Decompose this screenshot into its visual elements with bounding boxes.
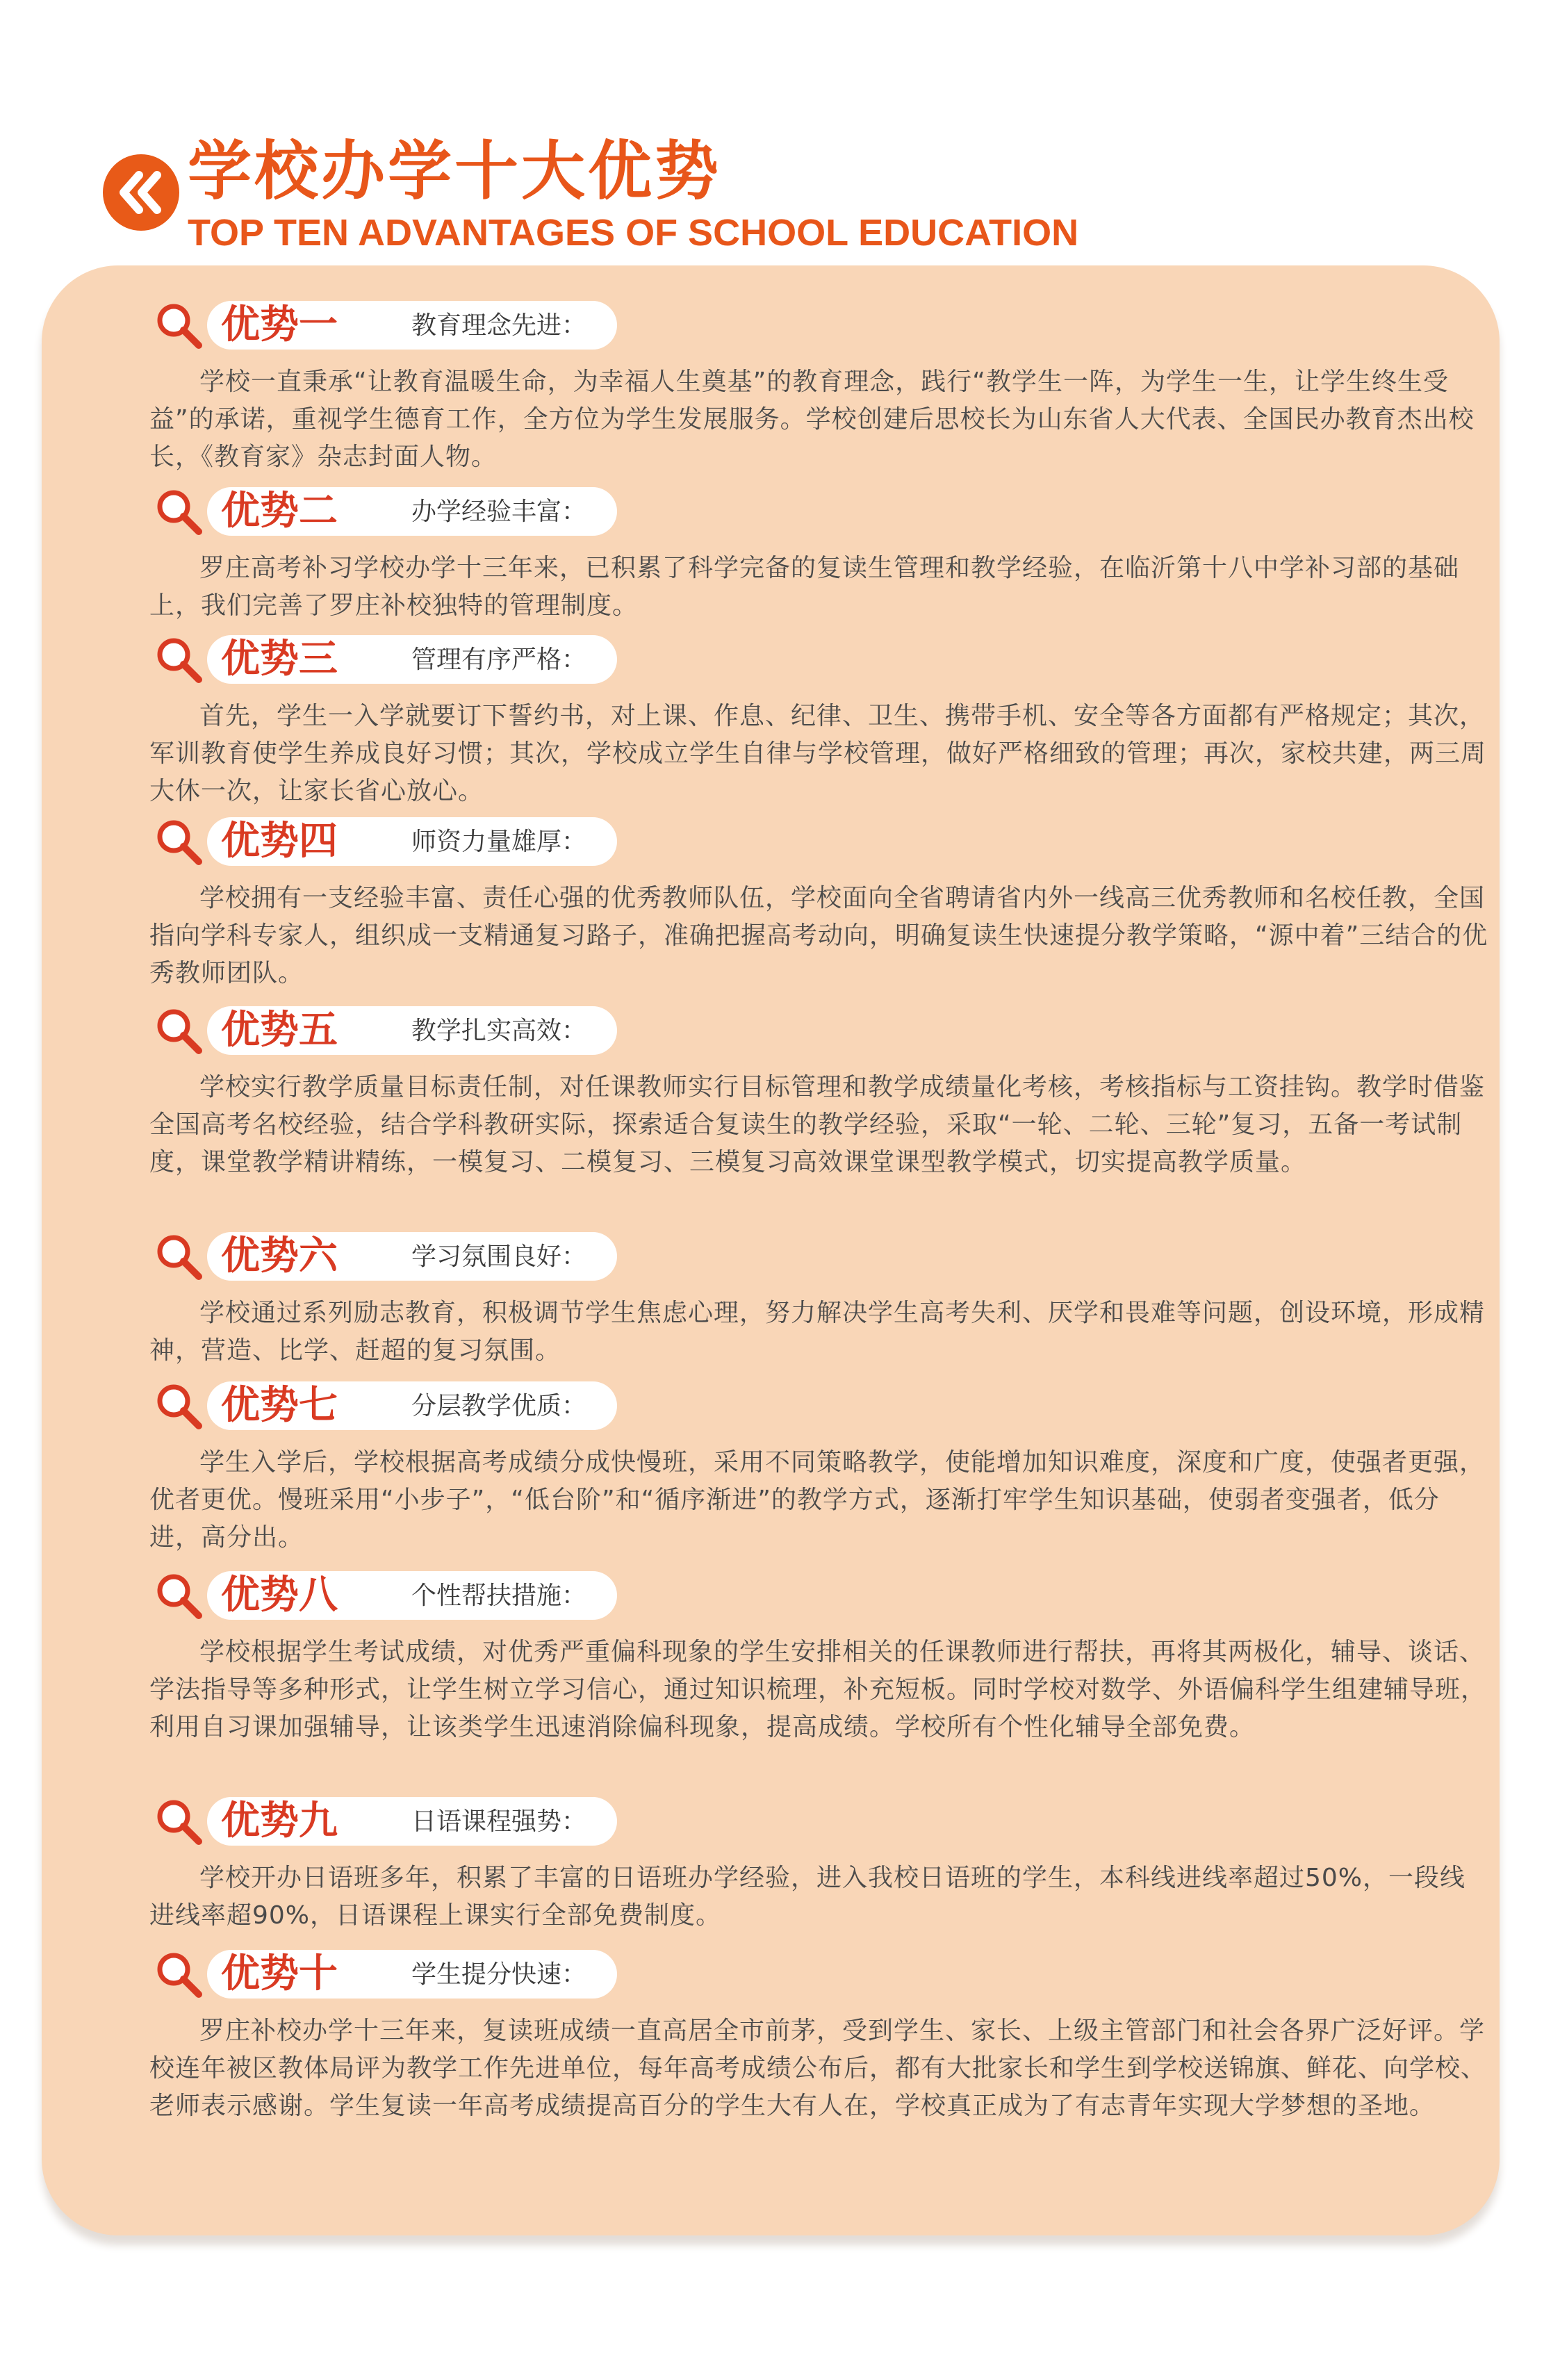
advantage-body: 罗庄补校办学十三年来，复读班成绩一直高居全市前茅，受到学生、家长、上级主管部门和社会各界广泛好评。学校连年被区教体局评为教学工作先进单位，每年高考成绩公布后，都有大批家长和学生到学校送锦旗、鲜花、向学校、老师表示感谢。学生复读一年高考成绩提高百分的学生大有人在，学校真正成为了有志青年实现大学梦想的圣地。	[149, 2017, 1487, 2120]
advantage-subtitle: 个性帮扶措施：	[411, 1582, 587, 1610]
advantage-subtitle: 分层教学优质：	[411, 1392, 587, 1420]
magnifier-icon	[153, 1005, 206, 1058]
advantage-heading	[153, 297, 1494, 355]
magnifier-icon	[153, 1796, 206, 1848]
advantage-heading	[153, 1377, 1494, 1436]
magnifier-icon	[153, 1570, 206, 1623]
advantage-body: 学校开办日语班多年，积累了丰富的日语班办学经验，进入我校日语班的学生，本科线进线率超过50%，一段线进线率超90%，日语课程上课实行全部免费制度。	[149, 1864, 1466, 1930]
magnifier-icon	[153, 1231, 206, 1283]
advantage-heading	[153, 1002, 1494, 1060]
advantage-body: 学校拥有一支经验丰富、责任心强的优秀教师队伍，学校面向全省聘请省内外一线高三优秀教师和名校任教，全国指向学科专家人，组织成一支精通复习路子，准确把握高考动向，明确复读生快速提分教学策略，“源中着”三结合的优秀教师团队。	[149, 884, 1488, 987]
advantage-item-5	[149, 1002, 1494, 1181]
advantage-body: 学生入学后，学校根据高考成绩分成快慢班，采用不同策略教学，使能增加知识难度，深度和广度，使强者更强，优者更优。慢班采用“小步子”，“低台阶”和“循序渐进”的教学方式，逐渐打牢学生知识基础，使弱者变强者，低分进，高分出。	[149, 1448, 1486, 1552]
advantage-label: 优势五	[221, 1008, 338, 1053]
advantage-subtitle: 教学扎实高效：	[411, 1017, 587, 1045]
advantage-subtitle: 办学经验丰富：	[411, 498, 587, 526]
advantage-body: 学校一直秉承“让教育温暖生命，为幸福人生奠基”的教育理念，践行“教学生一阵，为学生一生，让学生终生受益”的承诺，重视学生德育工作，全方位为学生发展服务。学校创建后思校长为山东省人大代表、全国民办教育杰出校长，《教育家》杂志封面人物。	[149, 368, 1475, 471]
advantage-body: 首先，学生一入学就要订下誓约书，对上课、作息、纪律、卫生、携带手机、安全等各方面都有严格规定；其次，军训教育使学生养成良好习惯；其次，学校成立学生自律与学校管理，做好严格细致的管理；再次，家校共建，两三周大休一次，让家长省心放心。	[149, 702, 1487, 805]
magnifier-icon	[153, 1948, 206, 2001]
page-header	[103, 126, 1354, 265]
advantage-label: 优势八	[221, 1573, 338, 1618]
advantage-label: 优势九	[221, 1798, 338, 1844]
advantage-item-7	[149, 1377, 1494, 1557]
advantage-heading	[153, 813, 1494, 871]
advantage-item-3	[149, 631, 1494, 810]
page-title: 学校办学十大优势	[188, 134, 722, 208]
advantage-label: 优势六	[221, 1233, 338, 1279]
page-subtitle-en: TOP TEN ADVANTAGES OF SCHOOL EDUCATION	[188, 212, 1079, 254]
advantage-body: 罗庄高考补习学校办学十三年来，已积累了科学完备的复读生管理和教学经验，在临沂第十八中学补习部的基础上，我们完善了罗庄补校独特的管理制度。	[149, 554, 1460, 620]
advantage-subtitle: 管理有序严格：	[411, 646, 587, 674]
advantage-item-4	[149, 813, 1494, 992]
advantage-label: 优势三	[221, 637, 338, 682]
advantage-item-10	[149, 1946, 1494, 2125]
advantages-panel	[42, 265, 1500, 2235]
advantage-heading	[153, 483, 1494, 541]
advantage-heading	[153, 1946, 1494, 2004]
magnifier-icon	[153, 299, 206, 352]
advantage-label: 优势七	[221, 1383, 338, 1428]
magnifier-icon	[153, 634, 206, 687]
advantage-body: 学校通过系列励志教育，积极调节学生焦虑心理，努力解决学生高考失利、厌学和畏难等问题，创设环境，形成精神，营造、比学、赶超的复习氛围。	[149, 1299, 1486, 1365]
advantage-heading	[153, 631, 1494, 689]
advantage-heading	[153, 1793, 1494, 1851]
advantage-subtitle: 教育理念先进：	[411, 311, 587, 340]
advantage-item-8	[149, 1567, 1494, 1746]
advantage-label: 优势一	[221, 302, 338, 347]
advantage-item-2	[149, 483, 1494, 625]
advantage-item-9	[149, 1793, 1494, 1935]
advantage-subtitle: 学习氛围良好：	[411, 1242, 587, 1271]
advantage-body: 学校根据学生考试成绩，对优秀严重偏科现象的学生安排相关的任课教师进行帮扶，再将其两极化，辅导、谈话、学法指导等多种形式，让学生树立学习信心，通过知识梳理，补充短板。同时学校对数学、外语偏科学生组建辅导班，利用自习课加强辅导，让该类学生迅速消除偏科现象，提高成绩。学校所有个性化辅导全部免费。	[149, 1638, 1487, 1741]
advantage-subtitle: 学生提分快速：	[411, 1960, 587, 1989]
double-chevron-left-icon	[103, 154, 179, 231]
magnifier-icon	[153, 486, 206, 539]
advantage-body: 学校实行教学质量目标责任制，对任课教师实行目标管理和教学成绩量化考核，考核指标与工资挂钩。教学时借鉴全国高考名校经验，结合学科教研实际，探索适合复读生的教学经验，采取“一轮、二轮、三轮”复习，五备一考试制度，课堂教学精讲精练，一模复习、二模复习、三模复习高效课堂课型教学模式，切实提高教学质量。	[149, 1073, 1486, 1176]
advantage-heading	[153, 1567, 1494, 1625]
advantage-subtitle: 日语课程强势：	[411, 1807, 587, 1836]
advantage-item-6	[149, 1228, 1494, 1370]
advantage-label: 优势十	[221, 1951, 338, 1996]
advantage-label: 优势二	[221, 489, 338, 534]
advantage-label: 优势四	[221, 819, 338, 864]
advantage-item-1	[149, 297, 1494, 476]
advantage-heading	[153, 1228, 1494, 1286]
magnifier-icon	[153, 816, 206, 869]
magnifier-icon	[153, 1380, 206, 1433]
advantage-subtitle: 师资力量雄厚：	[411, 828, 587, 856]
